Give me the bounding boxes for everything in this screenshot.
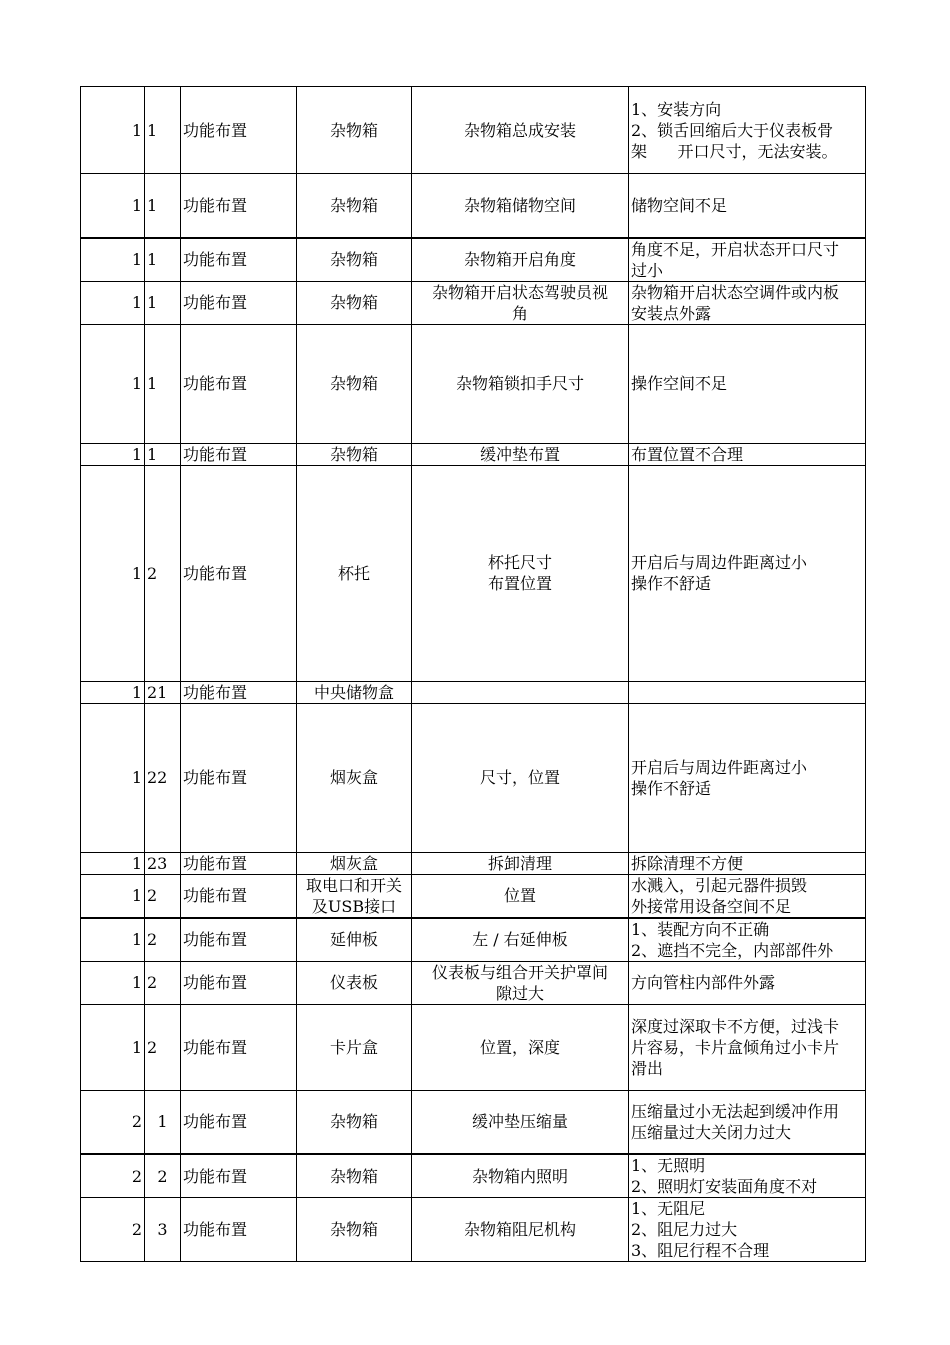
part-cell (297, 681, 412, 703)
part-cell (297, 961, 412, 1004)
item-text: 杯托尺寸 布置位置 (487, 553, 552, 593)
number-cell: 1 (145, 87, 181, 174)
part-cell (297, 1090, 412, 1154)
level-cell: 2 (81, 1090, 145, 1154)
part-text: 仪表板 (329, 973, 378, 992)
category-cell: 功能布置 (181, 961, 297, 1004)
number-cell: 1 (145, 238, 181, 282)
category-cell: 功能布置 (181, 918, 297, 962)
issue-cell (629, 238, 866, 282)
part-cell (297, 465, 412, 681)
inspection-table (80, 86, 866, 1262)
issue-text: 角度不足，开启状态开口尺寸 过小 (631, 239, 840, 280)
part-text: 延伸板 (329, 930, 378, 949)
issue-text: 压缩量过小无法起到缓冲作用 压缩量过大关闭力过大 (631, 1101, 840, 1142)
part-text: 杂物箱 (329, 195, 378, 215)
item-text: 杂物箱开启角度 (463, 250, 576, 269)
category-cell: 功能布置 (181, 852, 297, 874)
item-cell (412, 87, 629, 174)
level-cell: 1 (81, 852, 145, 874)
issue-cell (629, 174, 866, 238)
table-row (81, 87, 866, 174)
table-row (81, 465, 866, 681)
category-cell: 功能布置 (181, 238, 297, 282)
category-cell: 功能布置 (181, 874, 297, 918)
issue-text: 1、装配方向不正确 2、遮挡不完全，内部部件外 (631, 919, 834, 960)
issue-cell (629, 281, 866, 324)
level-cell: 1 (81, 918, 145, 962)
part-cell (297, 918, 412, 962)
issue-cell (629, 1090, 866, 1154)
table-row (81, 874, 866, 918)
table-row (81, 1198, 866, 1262)
part-cell (297, 87, 412, 174)
item-text: 杂物箱阻尼机构 (463, 1220, 576, 1239)
item-text: 杂物箱开启状态驾驶员视 角 (431, 282, 608, 323)
part-text: 烟灰盒 (329, 853, 378, 873)
item-text: 位置，深度 (479, 1037, 560, 1057)
part-text: 杂物箱 (329, 1166, 378, 1186)
part-cell (297, 703, 412, 852)
part-text: 取电口和开关 及USB接口 (305, 875, 402, 916)
issue-text: 杂物箱开启状态空调件或内板 安装点外露 (631, 282, 840, 323)
level-cell: 1 (81, 961, 145, 1004)
table-row (81, 961, 866, 1004)
item-text: 拆卸清理 (487, 853, 552, 873)
number-cell: 3 (145, 1198, 181, 1262)
item-cell (412, 852, 629, 874)
part-text: 杂物箱 (329, 1220, 378, 1239)
part-text: 烟灰盒 (329, 768, 378, 787)
part-cell (297, 281, 412, 324)
number-cell: 2 (145, 1154, 181, 1198)
item-cell (412, 174, 629, 238)
table-row (81, 1004, 866, 1090)
issue-text: 开启后与周边件距离过小 操作不舒适 (631, 553, 808, 593)
item-text: 杂物箱储物空间 (463, 195, 576, 215)
number-cell: 2 (145, 918, 181, 962)
item-cell (412, 681, 629, 703)
item-cell (412, 918, 629, 962)
part-text: 杂物箱 (329, 293, 378, 312)
item-text: 杂物箱锁扣手尺寸 (455, 374, 584, 393)
table-row (81, 174, 866, 238)
item-text: 位置 (503, 886, 536, 905)
issue-text: 1、安装方向 2、锁舌回缩后大于仪表板骨 架 开口尺寸，无法安装。 (631, 99, 838, 161)
table-row (81, 1090, 866, 1154)
number-cell: 1 (145, 324, 181, 443)
item-text: 尺寸，位置 (479, 768, 560, 787)
issue-cell (629, 703, 866, 852)
level-cell: 1 (81, 681, 145, 703)
issue-cell (629, 87, 866, 174)
issue-text: 水溅入，引起元器件损毁 外接常用设备空间不足 (631, 875, 808, 916)
number-cell: 2 (145, 1004, 181, 1090)
item-cell (412, 1154, 629, 1198)
issue-text: 1、无阻尼 2、阻尼力过大 3、阻尼行程不合理 (631, 1199, 770, 1260)
issue-cell (629, 918, 866, 962)
part-cell (297, 1154, 412, 1198)
item-cell (412, 1004, 629, 1090)
part-cell (297, 238, 412, 282)
part-cell (297, 443, 412, 465)
issue-cell (629, 443, 866, 465)
level-cell: 1 (81, 465, 145, 681)
category-cell: 功能布置 (181, 681, 297, 703)
issue-cell (629, 852, 866, 874)
table-row (81, 918, 866, 962)
category-cell: 功能布置 (181, 1090, 297, 1154)
level-cell: 2 (81, 1154, 145, 1198)
issue-cell (629, 874, 866, 918)
table-row (81, 238, 866, 282)
issue-cell (629, 1004, 866, 1090)
table-row (81, 1154, 866, 1198)
part-cell (297, 1004, 412, 1090)
item-text: 杂物箱总成安装 (463, 120, 576, 140)
table-row (81, 324, 866, 443)
part-text: 杂物箱 (329, 374, 378, 393)
category-cell: 功能布置 (181, 324, 297, 443)
category-cell: 功能布置 (181, 465, 297, 681)
item-cell (412, 238, 629, 282)
part-cell (297, 324, 412, 443)
item-cell (412, 443, 629, 465)
table-row (81, 281, 866, 324)
number-cell: 1 (145, 443, 181, 465)
item-cell (412, 324, 629, 443)
number-cell: 22 (145, 703, 181, 852)
category-cell: 功能布置 (181, 174, 297, 238)
level-cell: 2 (81, 1198, 145, 1262)
item-text: 杂物箱内照明 (471, 1166, 568, 1186)
issue-text: 布置位置不合理 (631, 444, 744, 464)
table-row (81, 681, 866, 703)
level-cell: 1 (81, 281, 145, 324)
item-text: 缓冲垫压缩量 (471, 1112, 568, 1132)
level-cell: 1 (81, 874, 145, 918)
level-cell: 1 (81, 1004, 145, 1090)
item-cell (412, 1198, 629, 1262)
category-cell: 功能布置 (181, 281, 297, 324)
category-cell: 功能布置 (181, 1154, 297, 1198)
issue-cell (629, 681, 866, 703)
number-cell: 1 (145, 281, 181, 324)
item-text: 仪表板与组合开关护罩间 隙过大 (431, 962, 608, 1003)
part-cell (297, 874, 412, 918)
item-cell (412, 874, 629, 918)
issue-text: 方向管柱内部件外露 (631, 973, 776, 992)
part-text: 卡片盒 (329, 1037, 378, 1057)
number-cell: 2 (145, 874, 181, 918)
item-cell (412, 703, 629, 852)
level-cell: 1 (81, 87, 145, 174)
number-cell: 21 (145, 681, 181, 703)
part-text: 杂物箱 (329, 1112, 378, 1132)
level-cell: 1 (81, 443, 145, 465)
level-cell: 1 (81, 324, 145, 443)
category-cell: 功能布置 (181, 87, 297, 174)
category-cell: 功能布置 (181, 1198, 297, 1262)
issue-cell (629, 1198, 866, 1262)
issue-text: 储物空间不足 (631, 195, 728, 215)
item-cell (412, 1090, 629, 1154)
category-cell: 功能布置 (181, 1004, 297, 1090)
part-text: 杂物箱 (329, 250, 378, 269)
issue-cell (629, 1154, 866, 1198)
table-row (81, 852, 866, 874)
number-cell: 2 (145, 961, 181, 1004)
level-cell: 1 (81, 238, 145, 282)
item-text: 左 / 右延伸板 (472, 930, 568, 949)
table-row (81, 443, 866, 465)
part-text: 中央储物盒 (313, 682, 394, 702)
part-cell (297, 174, 412, 238)
item-text: 缓冲垫布置 (479, 444, 560, 464)
number-cell: 2 (145, 465, 181, 681)
issue-cell (629, 961, 866, 1004)
number-cell: 23 (145, 852, 181, 874)
level-cell: 1 (81, 174, 145, 238)
table-row (81, 703, 866, 852)
number-cell: 1 (145, 174, 181, 238)
issue-text: 深度过深取卡不方便，过浅卡 片容易，卡片盒倾角过小卡片 滑出 (631, 1016, 840, 1078)
issue-text: 1、无照明 2、照明灯安装面角度不对 (631, 1156, 818, 1196)
category-cell: 功能布置 (181, 703, 297, 852)
part-text: 杯托 (337, 563, 370, 583)
item-cell (412, 281, 629, 324)
part-text: 杂物箱 (329, 444, 378, 464)
issue-text: 开启后与周边件距离过小 操作不舒适 (631, 757, 808, 798)
part-cell (297, 852, 412, 874)
issue-text: 操作空间不足 (631, 374, 728, 393)
number-cell: 1 (145, 1090, 181, 1154)
part-cell (297, 1198, 412, 1262)
part-text: 杂物箱 (329, 120, 378, 140)
issue-cell (629, 324, 866, 443)
item-cell (412, 961, 629, 1004)
issue-cell (629, 465, 866, 681)
item-cell (412, 465, 629, 681)
issue-text: 拆除清理不方便 (631, 853, 744, 873)
category-cell: 功能布置 (181, 443, 297, 465)
level-cell: 1 (81, 703, 145, 852)
